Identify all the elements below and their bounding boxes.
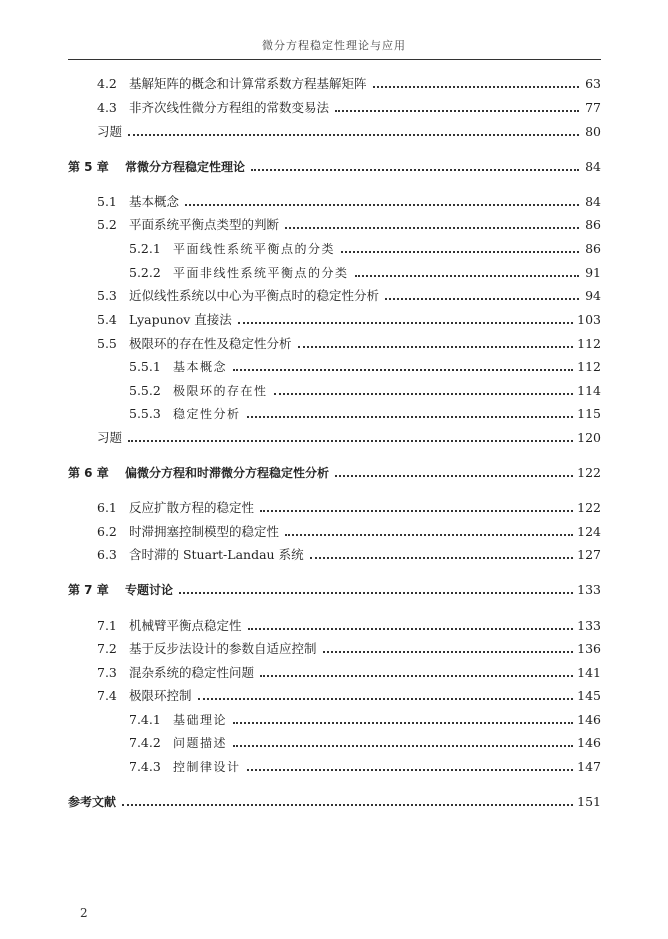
toc-title: 参考文献 — [68, 795, 117, 809]
toc-leader — [128, 134, 579, 136]
toc-number: 5.5.1 — [129, 359, 161, 374]
toc-row[interactable] — [97, 72, 601, 92]
toc-number: 6.2 — [97, 524, 117, 539]
toc-leader — [355, 275, 579, 277]
toc-row[interactable] — [129, 261, 601, 281]
toc-page: 133 — [577, 582, 601, 597]
toc-leader — [251, 169, 579, 171]
toc-chapter-row[interactable] — [68, 461, 601, 481]
toc-row[interactable] — [129, 708, 601, 728]
toc-page: 86 — [585, 241, 601, 256]
toc-number: 5.2.1 — [129, 241, 161, 256]
toc-number: 7.2 — [97, 641, 117, 656]
toc-number: 7.4.2 — [129, 735, 161, 750]
toc-number: 5.2 — [97, 217, 117, 232]
toc-leader — [122, 804, 573, 806]
toc-page: 145 — [577, 688, 601, 703]
toc-page: 112 — [577, 336, 601, 351]
toc-number: 4.2 — [97, 76, 117, 91]
toc-title: 混杂系统的稳定性问题 — [129, 665, 255, 680]
toc-title: 极限环的存在性 — [173, 384, 268, 398]
toc-page: 91 — [585, 265, 601, 280]
toc-row[interactable] — [97, 520, 601, 540]
toc-chapter-number: 第 7 章 — [68, 583, 109, 597]
toc-title: 常微分方程稳定性理论 — [125, 160, 246, 174]
toc-title: 基本概念 — [173, 360, 228, 374]
toc-number: 5.1 — [97, 194, 117, 209]
toc-leader — [373, 86, 579, 88]
toc-title: 基本概念 — [129, 194, 180, 209]
toc-leader — [335, 475, 573, 477]
toc-chapter-number: 第 5 章 — [68, 160, 109, 174]
toc-number: 7.4.3 — [129, 759, 161, 774]
toc-row[interactable] — [129, 237, 601, 257]
running-header: 微分方程稳定性理论与应用 — [262, 39, 406, 52]
toc-title: 极限环控制 — [129, 688, 192, 703]
toc-title: 平面线性系统平衡点的分类 — [173, 242, 336, 256]
toc-page: 124 — [577, 524, 601, 539]
toc-leader — [247, 416, 574, 418]
toc-page: 146 — [577, 735, 601, 750]
toc-row[interactable] — [129, 379, 601, 399]
toc-page: 84 — [585, 159, 601, 174]
toc-row[interactable] — [97, 96, 601, 116]
toc-leader — [335, 110, 579, 112]
toc-title: 反应扩散方程的稳定性 — [129, 500, 255, 515]
toc-leader — [285, 534, 573, 536]
toc-title: 专题讨论 — [125, 583, 174, 597]
toc-page: 146 — [577, 712, 601, 727]
toc-number: 5.3 — [97, 288, 117, 303]
toc-references-row[interactable] — [68, 790, 601, 810]
toc-leader — [128, 440, 573, 442]
toc-number: 5.5.2 — [129, 383, 161, 398]
toc-row[interactable] — [129, 731, 601, 751]
toc-leader — [274, 393, 574, 395]
toc-leader — [298, 346, 574, 348]
toc-title: 机械臂平衡点稳定性 — [129, 618, 242, 633]
toc-title: 时滞拥塞控制模型的稳定性 — [129, 524, 280, 539]
toc-leader — [385, 298, 579, 300]
toc-chapter-number: 第 6 章 — [68, 466, 109, 480]
toc-title: 平面非线性系统平衡点的分类 — [173, 266, 349, 280]
toc-leader — [260, 510, 573, 512]
toc-row[interactable] — [97, 543, 601, 563]
toc-row[interactable] — [129, 402, 601, 422]
toc-number: 5.2.2 — [129, 265, 161, 280]
toc-page: 136 — [577, 641, 601, 656]
toc-title: 基解矩阵的概念和计算常系数方程基解矩阵 — [129, 76, 367, 91]
toc-leader — [323, 651, 574, 653]
toc-title: 稳定性分析 — [173, 407, 241, 421]
toc-page: 86 — [585, 217, 601, 232]
toc-page: 115 — [577, 406, 601, 421]
toc-leader — [233, 745, 573, 747]
toc-row[interactable] — [97, 120, 601, 140]
toc-page: 151 — [577, 794, 601, 809]
toc-leader — [185, 204, 579, 206]
toc-number: 6.3 — [97, 547, 117, 562]
toc-title: 含时滞的 Stuart-Landau 系统 — [129, 547, 304, 562]
toc-leader — [248, 628, 574, 630]
toc-page: 103 — [577, 312, 601, 327]
toc-leader — [233, 369, 573, 371]
toc-row[interactable] — [129, 755, 601, 775]
toc-row[interactable] — [97, 213, 601, 233]
toc-page: 63 — [585, 76, 601, 91]
toc-row[interactable] — [97, 332, 601, 352]
toc-leader — [198, 698, 574, 700]
toc-leader — [179, 592, 573, 594]
toc-page: 84 — [585, 194, 601, 209]
toc-title: 偏微分方程和时滞微分方程稳定性分析 — [125, 466, 330, 480]
toc-page: 141 — [577, 665, 601, 680]
toc-title: 问题描述 — [173, 736, 228, 750]
toc-number: 5.5 — [97, 336, 117, 351]
toc-page: 112 — [577, 359, 601, 374]
toc-number: 7.3 — [97, 665, 117, 680]
toc-page: 133 — [577, 618, 601, 633]
toc-leader — [285, 227, 579, 229]
toc-row[interactable] — [97, 284, 601, 304]
toc-title: 控制律设计 — [173, 760, 241, 774]
toc-page: 94 — [585, 288, 601, 303]
toc-leader — [247, 769, 574, 771]
toc-row[interactable] — [97, 426, 601, 446]
page-number: 2 — [80, 906, 88, 920]
toc-row[interactable] — [129, 355, 601, 375]
toc-chapter-row[interactable] — [68, 578, 601, 598]
toc-number: 7.4.1 — [129, 712, 161, 727]
toc-page: 122 — [577, 500, 601, 515]
toc-title: 极限环的存在性及稳定性分析 — [129, 336, 292, 351]
toc-title: 习题 — [97, 124, 123, 139]
toc-leader — [233, 722, 573, 724]
toc-leader — [310, 557, 574, 559]
toc-title: 近似线性系统以中心为平衡点时的稳定性分析 — [129, 288, 380, 303]
toc-number: 5.4 — [97, 312, 117, 327]
toc-row[interactable] — [97, 308, 601, 328]
toc-leader — [238, 322, 573, 324]
toc-page: 127 — [577, 547, 601, 562]
toc-row[interactable] — [97, 190, 601, 210]
toc-number: 7.4 — [97, 688, 117, 703]
toc-number: 6.1 — [97, 500, 117, 515]
toc-row[interactable] — [97, 637, 601, 657]
toc-number: 5.5.3 — [129, 406, 161, 421]
toc-row[interactable] — [97, 496, 601, 516]
toc-page: 77 — [585, 100, 601, 115]
toc-title: 基础理论 — [173, 713, 228, 727]
toc-leader — [341, 251, 579, 253]
toc-leader — [260, 675, 573, 677]
toc-title: Lyapunov 直接法 — [129, 312, 232, 327]
toc-number: 4.3 — [97, 100, 117, 115]
toc-title: 平面系统平衡点类型的判断 — [129, 217, 280, 232]
toc-page: 122 — [577, 465, 601, 480]
toc-row[interactable] — [97, 614, 601, 634]
toc-page: 80 — [585, 124, 601, 139]
toc-page: 120 — [577, 430, 601, 445]
toc-title: 习题 — [97, 430, 123, 445]
toc-number: 7.1 — [97, 618, 117, 633]
toc-title: 基于反步法设计的参数自适应控制 — [129, 641, 317, 656]
toc-row[interactable] — [97, 684, 601, 704]
toc-chapter-row[interactable] — [68, 155, 601, 175]
toc-row[interactable] — [97, 661, 601, 681]
toc-title: 非齐次线性微分方程组的常数变易法 — [129, 100, 330, 115]
toc-page: 114 — [577, 383, 601, 398]
toc-page: 147 — [577, 759, 601, 774]
